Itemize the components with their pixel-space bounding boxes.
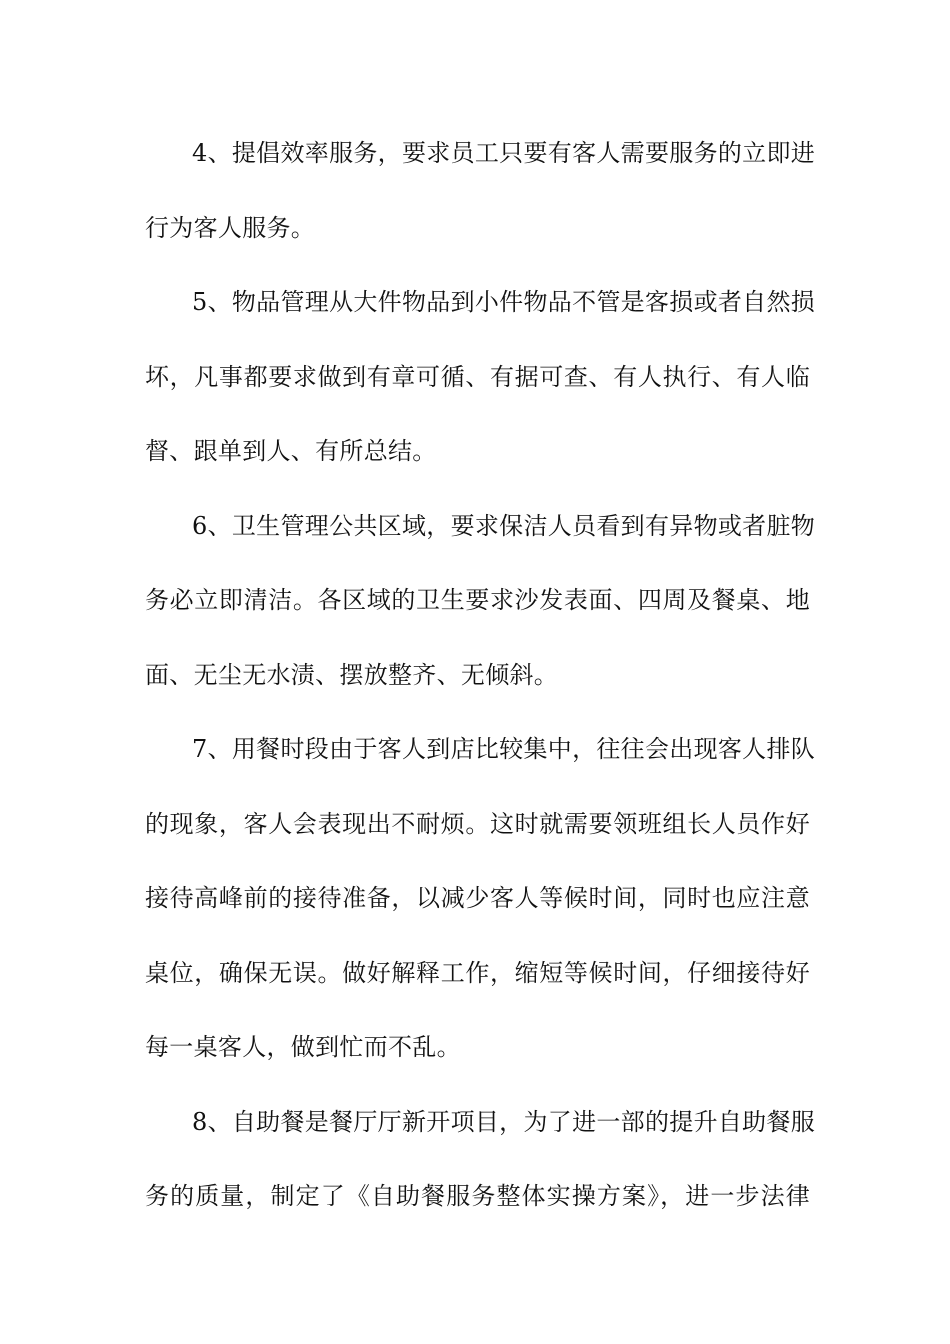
paragraph-8-line-2: 务的质量，制定了《自助餐服务整体实操方案》，进一步法律 <box>145 1182 810 1210</box>
paragraph-7-line-3: 接待高峰前的接待准备，以减少客人等候时间，同时也应注意 <box>145 884 810 912</box>
paragraph-7-line-5: 每一桌客人，做到忙而不乱。 <box>145 1033 461 1061</box>
paragraph-6-line-3: 面、无尘无水渍、摆放整齐、无倾斜。 <box>145 661 559 689</box>
paragraph-6-line-2: 务必立即清洁。各区域的卫生要求沙发表面、四周及餐桌、地 <box>145 586 810 614</box>
paragraph-7-line-1: 7、用餐时段由于客人到店比较集中，往往会出现客人排队 <box>192 735 816 763</box>
paragraph-4-line-2: 行为客人服务。 <box>145 214 316 242</box>
paragraph-4-line-1: 4、提倡效率服务，要求员工只要有客人需要服务的立即进 <box>192 139 816 167</box>
paragraph-5-line-3: 督、跟单到人、有所总结。 <box>145 437 437 465</box>
paragraph-7-line-2: 的现象，客人会表现出不耐烦。这时就需要领班组长人员作好 <box>145 810 810 838</box>
paragraph-5-line-2: 坏，凡事都要求做到有章可循、有据可查、有人执行、有人临 <box>145 363 810 391</box>
paragraph-8-line-1: 8、自助餐是餐厅厅新开项目，为了进一部的提升自助餐服 <box>192 1108 816 1136</box>
paragraph-6-line-1: 6、卫生管理公共区域，要求保洁人员看到有异物或者脏物 <box>192 512 816 540</box>
paragraph-7-line-4: 桌位，确保无误。做好解释工作，缩短等候时间，仔细接待好 <box>145 959 810 987</box>
paragraph-5-line-1: 5、物品管理从大件物品到小件物品不管是客损或者自然损 <box>192 288 816 316</box>
